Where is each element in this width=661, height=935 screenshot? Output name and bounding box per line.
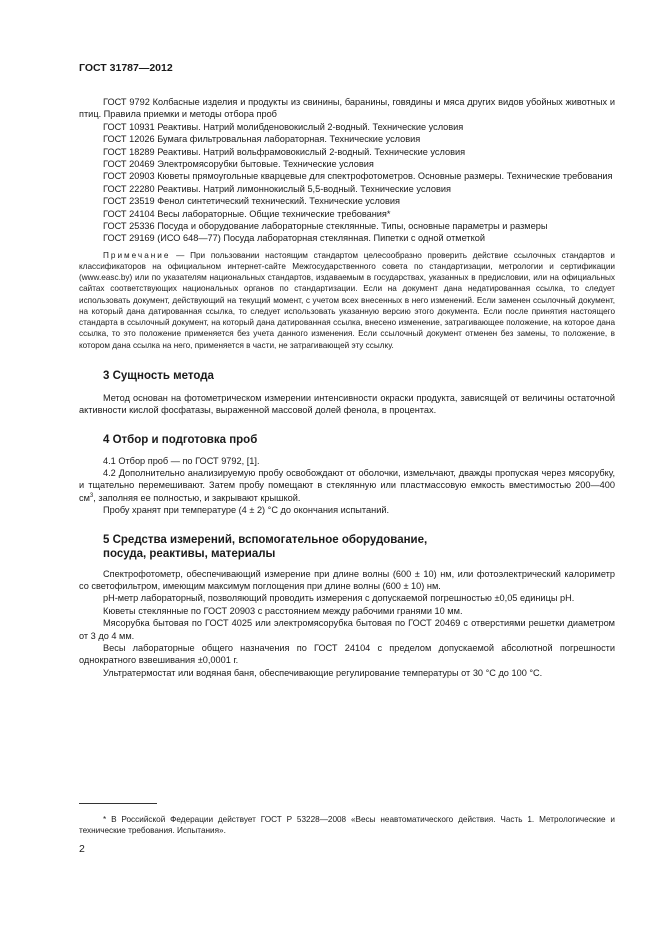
page-number: 2 (79, 843, 85, 855)
reference-item: ГОСТ 12026 Бумага фильтровальная лабораторная. Технические условия (103, 134, 421, 145)
section-4-storage-text: Пробу хранят при температуре (4 ± 2) °С до окончания испытаний. (103, 505, 390, 516)
reference-item: ГОСТ 25336 Посуда и оборудование лабораторные стеклянные. Типы, основные параметры и размеры (103, 221, 548, 232)
equipment-item: Кюветы стеклянные по ГОСТ 20903 с расстоянием между рабочими гранями 10 мм. (103, 605, 463, 616)
reference-item: ГОСТ 23519 Фенол синтетический технический. Технические условия (103, 196, 401, 207)
references-note (79, 250, 615, 351)
cubic-superscript: 3 (89, 492, 94, 499)
document-header: ГОСТ 31787—2012 (79, 62, 173, 74)
section-4-2-part-b: , заполняя ее полностью, и закрывают крышкой. (93, 492, 301, 503)
reference-item: ГОСТ 22280 Реактивы. Натрий лимоннокислый 5,5-водный. Технические условия (103, 183, 451, 194)
section-5-title (79, 533, 615, 561)
reference-item: ГОСТ 10931 Реактивы. Натрий молибденовокислый 2-водный. Технические условия (103, 121, 464, 132)
footnote: * В Российской Федерации действует ГОСТ Р 53228—2008 «Весы неавтоматического действия. Часть 1. Метрологические и технические требования. Испытания». (79, 815, 615, 836)
reference-item: ГОСТ 20903 Кюветы прямоугольные кварцевые для спектрофотометров. Основные размеры. Технические требования (103, 171, 613, 182)
note-label: Примечание (103, 250, 171, 260)
reference-item: ГОСТ 29169 (ИСО 648—77) Посуда лабораторная стеклянная. Пипетки с одной отметкой (103, 233, 485, 244)
section-5-title-line-1: 5 Средства измерений, вспомогательное оборудование, (103, 533, 428, 546)
normative-references-list (79, 96, 615, 245)
main-content (79, 96, 615, 679)
equipment-item: Спектрофотометр, обеспечивающий измерение при длине волны (600 ± 10) нм, или фотоэлектрический калориметр со светофильтром, имеющим максимум поглощения при длине волны (600 ± 10) нм. (79, 568, 615, 591)
section-3-title: 3 Сущность метода (103, 369, 214, 382)
footnote-divider (79, 803, 157, 804)
reference-item: ГОСТ 20469 Электромясорубки бытовые. Технические условия (103, 159, 374, 170)
reference-item: ГОСТ 24104 Весы лабораторные. Общие технические требования* (103, 208, 391, 219)
note-text: — При пользовании настоящим стандартом целесообразно проверить действие ссылочных стандартов и классификаторов на официальном интернет-сайте Межгосударственного совета по стандартизации, метрологии и сертификации (www.easc.by) или по указателям национальных стандартов, издаваемым в государствах, указанных в предисловии, или на официальных сайтах соответствующих национальных органов по стандартизации. Если на документ дана недатированная ссылка, то следует использовать документ, действующий на текущий момент, с учетом всех внесенных в него изменений. Если заменен ссылочный документ, на который дана датированная ссылка, то следует использовать указанную версию этого документа. Если после принятия настоящего стандарта в ссылочный документ, на который дана датированная ссылка, внесено изменение, затрагивающее положение, на которое дана ссылка, то это положение применяется без учета данного изменения. Если ссылочный документ отменен без замены, то положение, в котором дана ссылка на него, применяется в части, не затрагивающей эту ссылку. (79, 250, 615, 350)
section-5-title-line-2: посуда, реактивы, материалы (103, 547, 276, 560)
equipment-item: Ультратермостат или водяная баня, обеспечивающие регулирование температуры от 30 °С до 100 °С. (103, 667, 543, 678)
section-4-2-part-a: 4.2 Дополнительно анализируемую пробу освобождают от оболочки, измельчают, дважды пропуская через мясорубку, и тщательно перемешивают. Затем пробу помещают в стеклянную или пластмассовую емкость вместимостью 200—400 см (79, 467, 615, 503)
reference-item: ГОСТ 18289 Реактивы. Натрий вольфрамовокислый 2-водный. Технические условия (103, 146, 466, 157)
section-4-title: 4 Отбор и подготовка проб (103, 433, 258, 446)
reference-item: ГОСТ 9792 Колбасные изделия и продукты из свинины, баранины, говядины и мяса других видов убойных животных и птиц. Правила приемки и методы отбора проб (79, 97, 615, 120)
section-4-1-text: 4.1 Отбор проб — по ГОСТ 9792, [1]. (103, 455, 260, 466)
equipment-item: Мясорубка бытовая по ГОСТ 4025 или электромясорубка бытовая по ГОСТ 20469 с отверстиями решетки диаметром от 3 до 4 мм. (79, 618, 615, 641)
equipment-item: Весы лабораторные общего назначения по ГОСТ 24104 с пределом допускаемой абсолютной погрешности однократного взвешивания ±0,0001 г. (79, 642, 615, 666)
section-4-2-text (79, 467, 615, 504)
section-3-text: Метод основан на фотометрическом измерении интенсивности окраски продукта, зависящей от величины остаточной активности кислой фосфатазы, выраженной массовой долей фенола, в процентах. (79, 392, 615, 416)
equipment-item: рН-метр лабораторный, позволяющий проводить измерения с допускаемой погрешностью ±0,05 единицы рН. (103, 593, 575, 604)
